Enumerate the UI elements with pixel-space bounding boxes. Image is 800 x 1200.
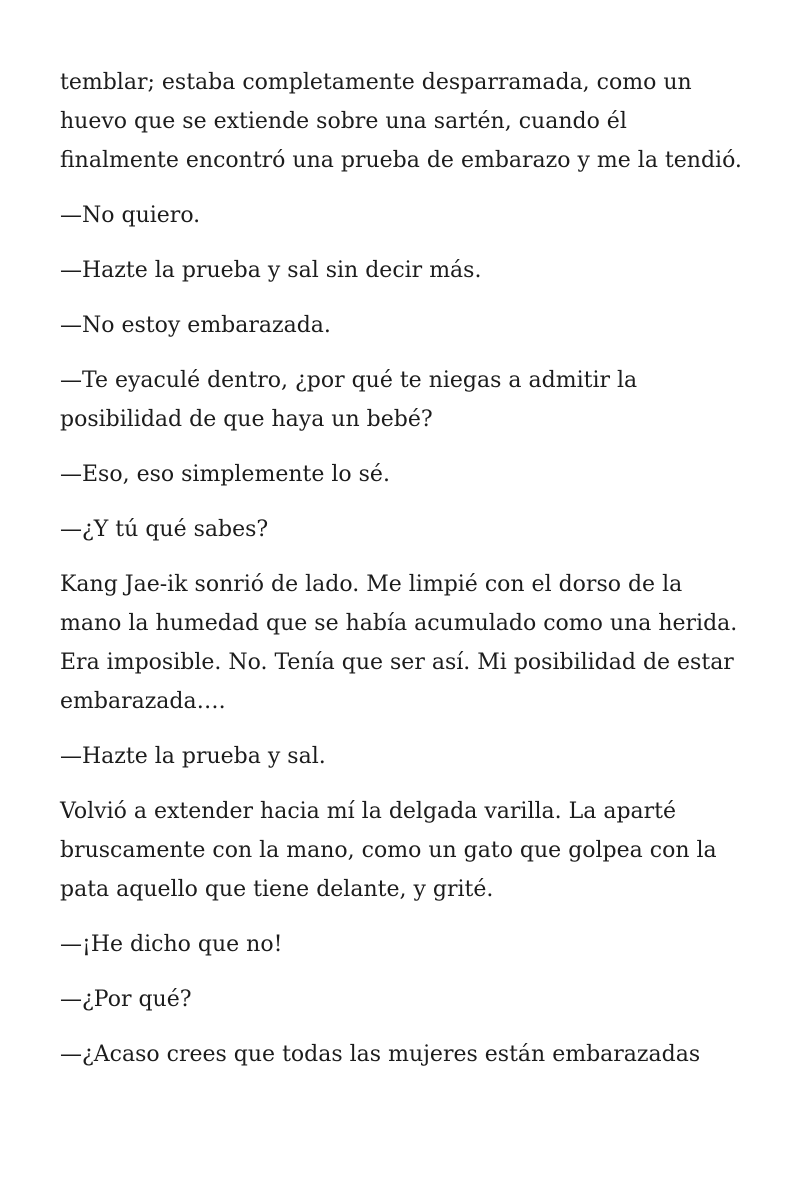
dialogue-line: —No estoy embarazada. — [60, 313, 331, 338]
paragraph-opening-narration: temblar; estaba completamente desparramada, como un huevo que se extiende sobre una sartén, cuando él finalmente encontró una prueba de embarazo y me la tendió. — [60, 70, 742, 173]
dialogue-line: —¡He dicho que no! — [60, 932, 283, 957]
dialogue-line: —Eso, eso simplemente lo sé. — [60, 462, 390, 487]
paragraph-narration: Kang Jae-ik sonrió de lado. Me limpié con el dorso de la mano la humedad que se había acumulado como una herida. Era imposible. No. Tenía que ser así. Mi posibilidad de estar embarazada…. — [60, 572, 738, 714]
dialogue-line: —¿Y tú qué sabes? — [60, 517, 269, 542]
dialogue-line: —No quiero. — [60, 203, 201, 228]
dialogue-line: —Hazte la prueba y sal sin decir más. — [60, 258, 482, 283]
dialogue-line: —Hazte la prueba y sal. — [60, 744, 326, 769]
dialogue-line: —¿Por qué? — [60, 987, 192, 1012]
paragraph-narration: Volvió a extender hacia mí la delgada varilla. La aparté bruscamente con la mano, como un gato que golpea con la pata aquello que tiene delante, y grité. — [60, 799, 717, 902]
page-body — [60, 63, 750, 1090]
dialogue-line: —Te eyaculé dentro, ¿por qué te niegas a admitir la posibilidad de que haya un bebé? — [60, 368, 638, 432]
dialogue-line: —¿Acaso crees que todas las mujeres están embarazadas — [60, 1042, 701, 1067]
